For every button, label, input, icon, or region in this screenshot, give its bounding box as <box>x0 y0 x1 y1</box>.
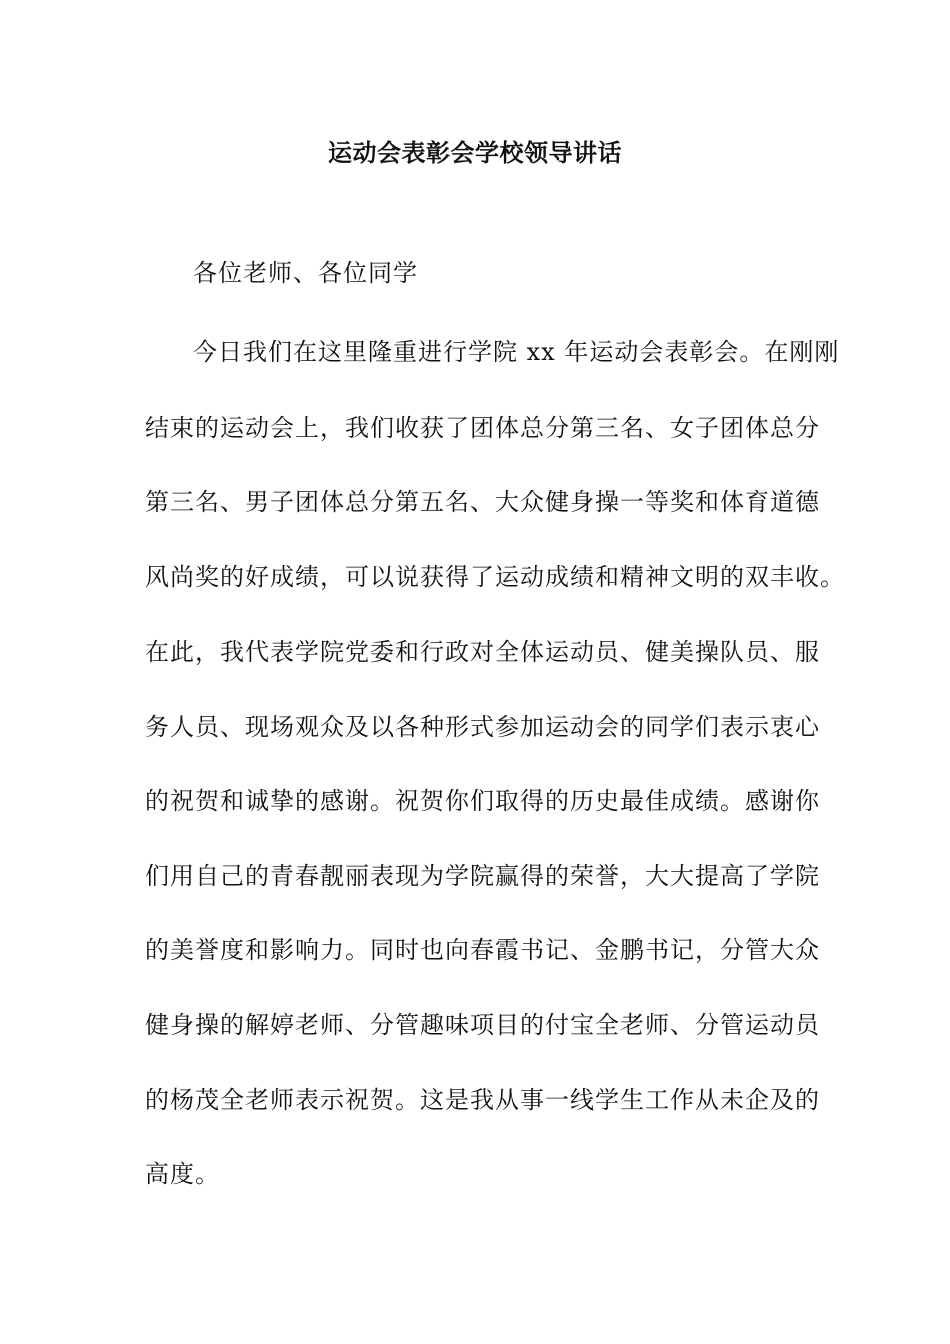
body-line: 第三名、男子团体总分第五名、大众健身操一等奖和体育道德 <box>145 488 820 516</box>
body-line: 在此，我代表学院党委和行政对全体运动员、健美操队员、服 <box>145 638 820 666</box>
body-line: 的美誉度和影响力。同时也向春霞书记、金鹏书记，分管大众 <box>145 936 820 964</box>
body-line: 务人员、现场观众及以各种形式参加运动会的同学们表示衷心 <box>145 713 820 741</box>
body-line: 风尚奖的好成绩，可以说获得了运动成绩和精神文明的双丰收。 <box>145 563 845 591</box>
body-line: 健身操的解婷老师、分管趣味项目的付宝全老师、分管运动员 <box>145 1011 820 1039</box>
body-line: 高度。 <box>145 1160 220 1188</box>
body-line: 们用自己的青春靓丽表现为学院赢得的荣誉，大大提高了学院 <box>145 862 820 890</box>
body-line: 结束的运动会上，我们收获了团体总分第三名、女子团体总分 <box>145 414 820 442</box>
body-line: 的杨茂全老师表示祝贺。这是我从事一线学生工作从未企及的 <box>145 1086 820 1114</box>
salutation: 各位老师、各位同学 <box>193 259 418 287</box>
body-line: 的祝贺和诚挚的感谢。祝贺你们取得的历史最佳成绩。感谢你 <box>145 787 820 815</box>
document-title: 运动会表彰会学校领导讲话 <box>328 138 622 167</box>
body-line: 今日我们在这里隆重进行学院 xx 年运动会表彰会。在刚刚 <box>193 338 840 366</box>
